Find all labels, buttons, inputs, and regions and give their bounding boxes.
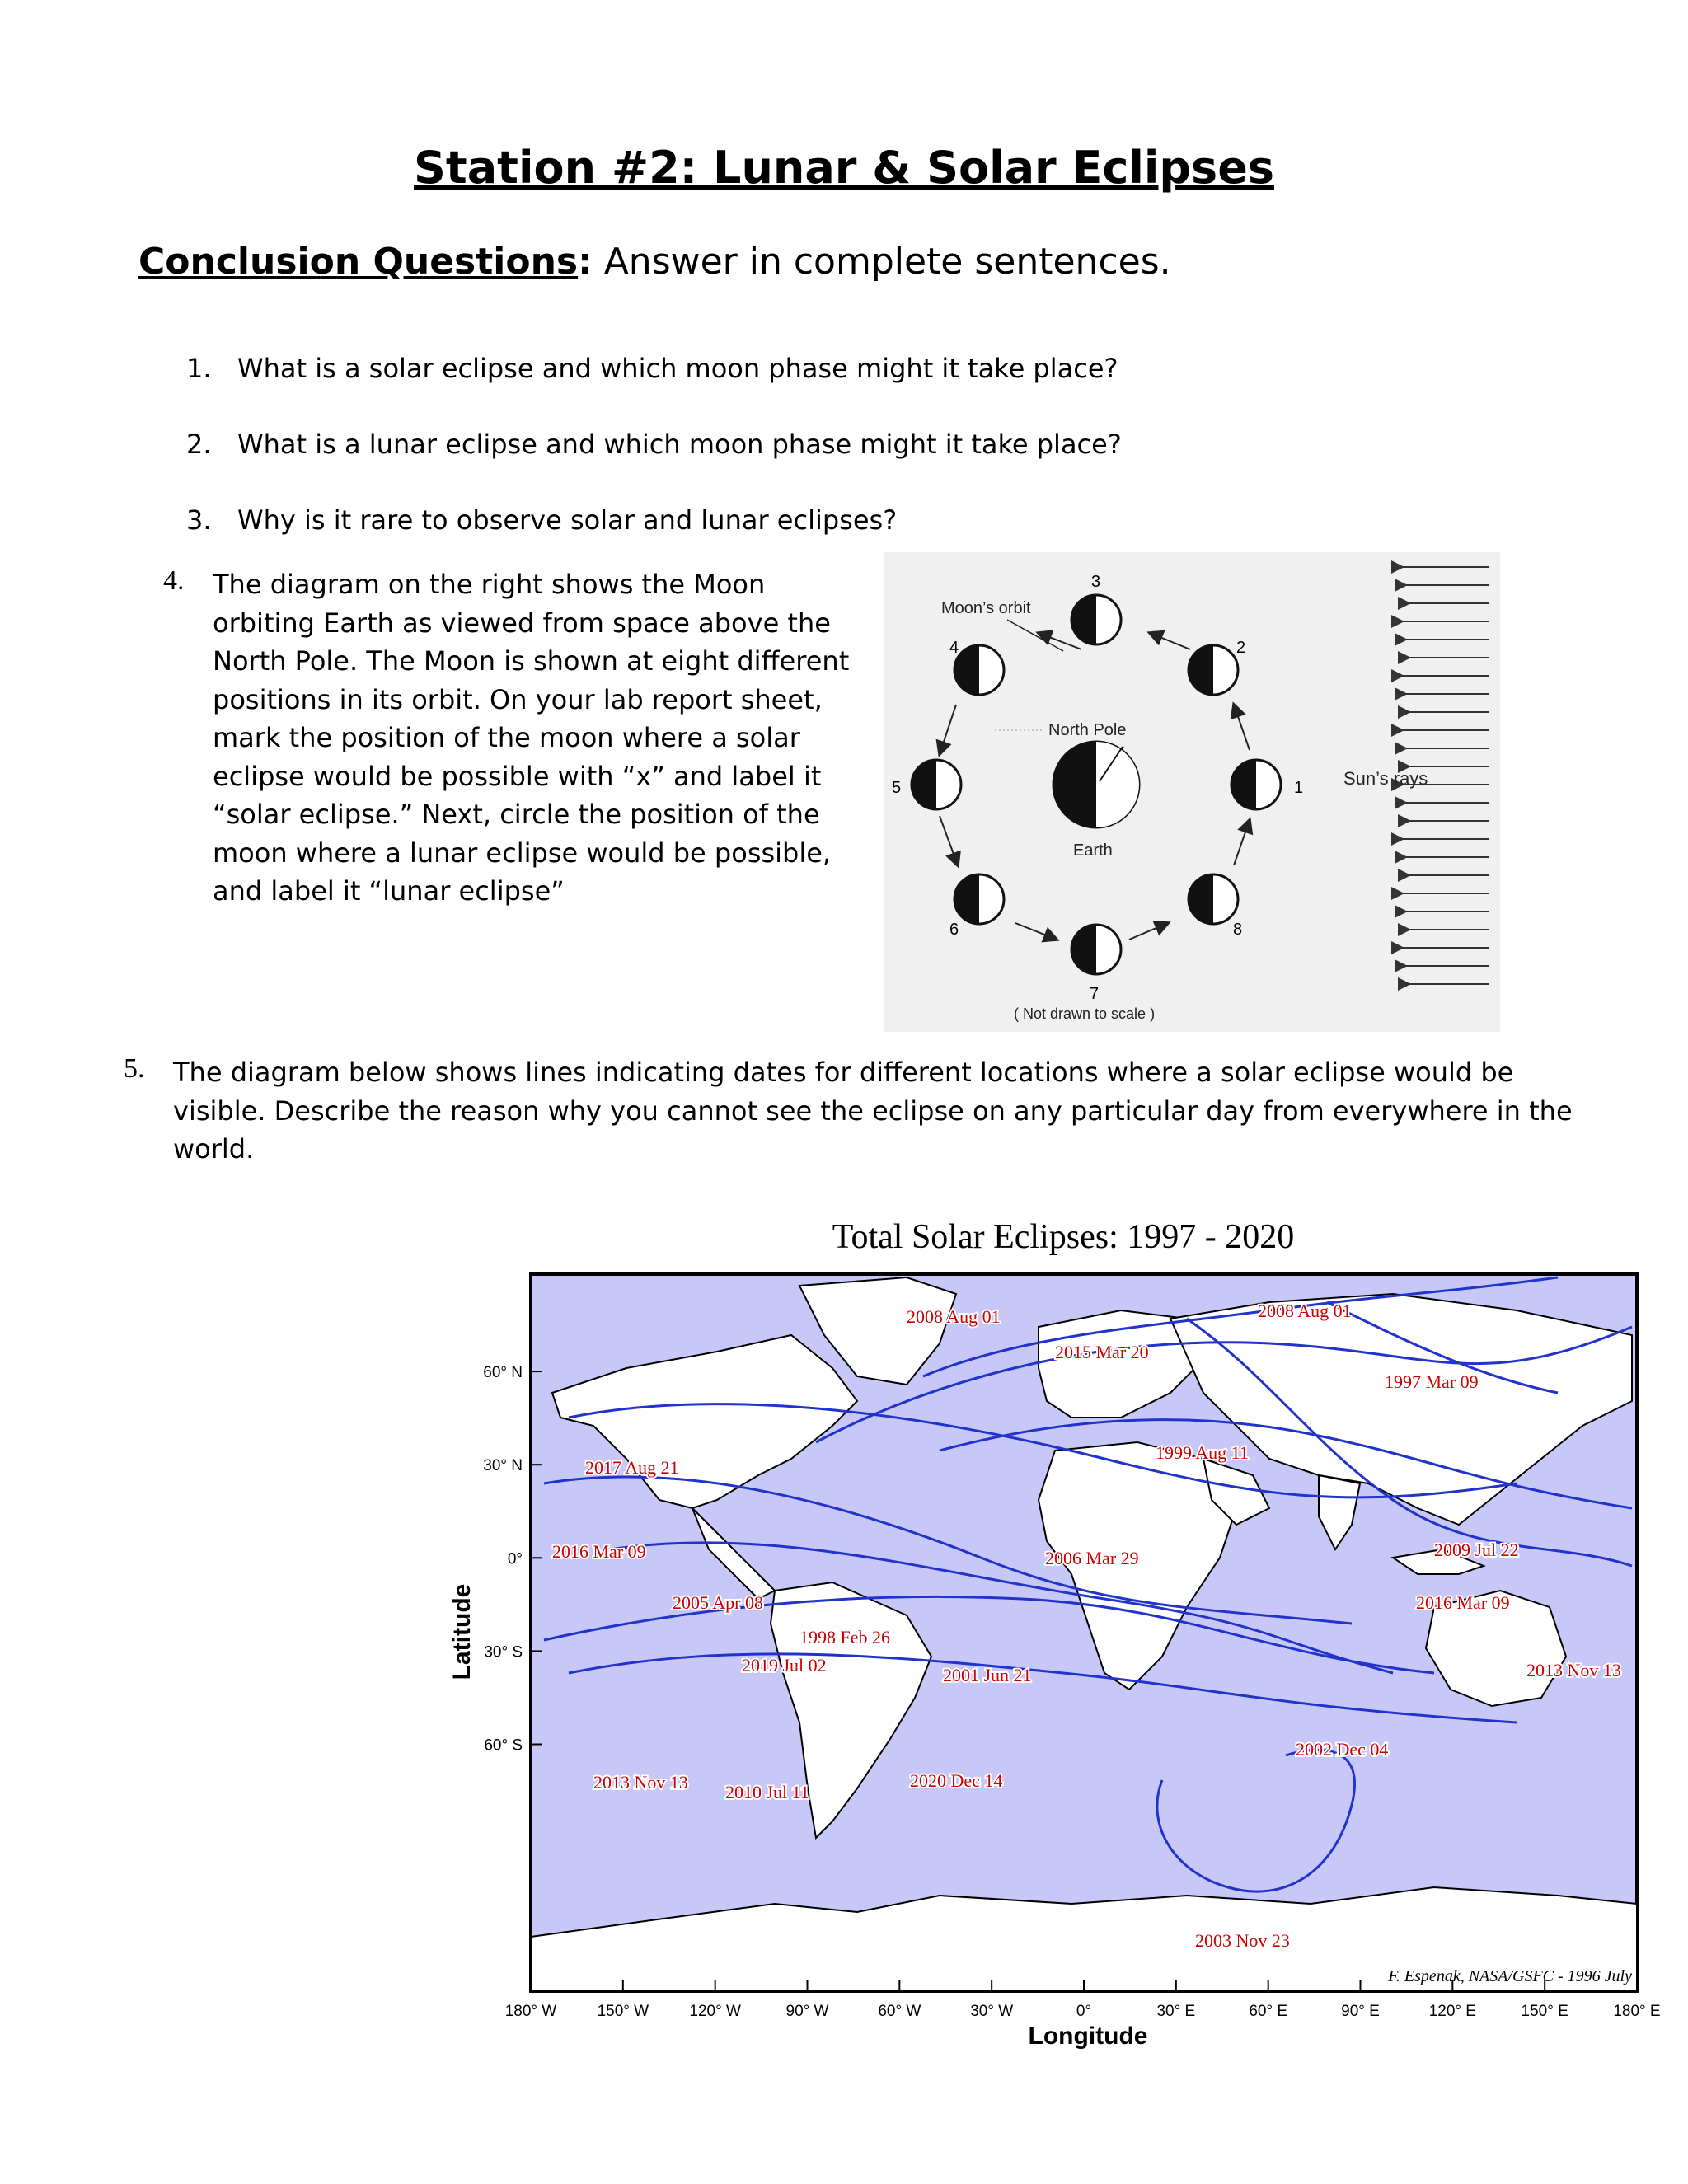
question-4-number: 4. [163, 565, 185, 596]
x-tick-label: 180° W [504, 2003, 557, 2020]
x-tick-label: 90° E [1341, 2003, 1380, 2020]
eclipse-path-label: 2013 Nov 13 [593, 1772, 688, 1793]
position-5-label: 5 [892, 779, 902, 797]
x-tick-label: 150° E [1521, 2003, 1568, 2020]
y-tick-label: 60° S [484, 1736, 523, 1755]
x-tick-label: 60° E [1249, 2003, 1288, 2020]
suns-rays-label: Sun’s rays [1343, 768, 1428, 789]
x-tick-label: 120° W [689, 2003, 741, 2020]
earth-label: Earth [1073, 841, 1113, 860]
page-title: Station #2: Lunar & Solar Eclipses [414, 142, 1274, 194]
position-6-label: 6 [950, 921, 959, 939]
map-credit: F. Espenak, NASA/GSFC - 1996 July [1388, 1967, 1632, 1985]
eclipse-path-label: 1999 Aug 11 [1156, 1442, 1249, 1463]
eclipse-path-label: 2013 Nov 13 [1526, 1660, 1621, 1680]
x-tick-label: 30° E [1156, 2003, 1196, 2020]
moon-icon-position-6 [954, 874, 1004, 924]
x-tick-label: 90° W [785, 2003, 829, 2020]
y-tick-label: 0° [507, 1550, 523, 1568]
conclusion-heading: Conclusion Questions [138, 241, 579, 283]
eclipse-path-label: 2006 Mar 29 [1045, 1548, 1139, 1568]
eclipse-path-label: 2005 Apr 08 [673, 1592, 763, 1613]
moon-icon-position-1 [1231, 760, 1281, 809]
north-pole-label: North Pole [1048, 721, 1127, 739]
eclipse-path-label: 2015 Mar 20 [1055, 1342, 1149, 1362]
moon-icon-position-3 [1071, 595, 1121, 644]
conclusion-instruction: Answer in complete sentences. [603, 241, 1171, 283]
y-tick-label: 60° N [483, 1364, 523, 1382]
x-tick-label: 60° W [878, 2003, 921, 2020]
eclipse-path-label: 2008 Aug 01 [1258, 1301, 1352, 1321]
eclipse-path-label: 2003 Nov 23 [1195, 1930, 1290, 1951]
question-2-number: 2. [186, 429, 212, 460]
eclipse-path-label: 2009 Jul 22 [1434, 1540, 1519, 1560]
y-tick-label: 30° S [484, 1643, 523, 1661]
x-axis-label: Longitude [1028, 2022, 1148, 2050]
position-1-label: 1 [1294, 779, 1304, 797]
moon-orbit-svg [884, 552, 1500, 1032]
eclipse-path-label: 2017 Aug 21 [585, 1457, 679, 1478]
x-tick-label: 180° E [1613, 2003, 1661, 2020]
question-3-text: Why is it rare to observe solar and lunar eclipses? [237, 504, 898, 536]
question-2 [186, 429, 1122, 460]
conclusion-heading-line [138, 241, 1171, 283]
eclipse-path-label: 2002 Dec 04 [1296, 1739, 1389, 1760]
moon-icon-position-4 [954, 645, 1004, 695]
position-2-label: 2 [1236, 639, 1246, 657]
map-title: Total Solar Eclipses: 1997 - 2020 [832, 1218, 1295, 1256]
eclipse-path-label: 1998 Feb 26 [799, 1627, 890, 1647]
moon-icon-position-2 [1189, 645, 1238, 695]
question-1-number: 1. [186, 353, 212, 384]
earth-icon [1053, 742, 1139, 827]
eclipse-path-label: 2020 Dec 14 [910, 1770, 1003, 1791]
question-3 [186, 504, 898, 536]
eclipse-path-label: 2008 Aug 01 [907, 1306, 1001, 1327]
eclipse-path-label: 2019 Jul 02 [742, 1655, 827, 1675]
moon-icon-position-7 [1071, 925, 1121, 974]
eclipse-path-label: 2016 Mar 09 [552, 1541, 646, 1562]
conclusion-colon: : [578, 241, 593, 283]
y-axis-label: Latitude [448, 1583, 476, 1680]
question-3-number: 3. [186, 504, 212, 536]
question-1 [186, 353, 1118, 384]
eclipse-path-label: 2016 Mar 09 [1416, 1592, 1510, 1613]
solar-eclipse-map [445, 1212, 1681, 2060]
question-1-text: What is a solar eclipse and which moon phase might it take place? [237, 353, 1118, 384]
moon-icon-position-5 [912, 760, 961, 809]
x-tick-label: 30° W [970, 2003, 1014, 2020]
moon-icon-position-8 [1189, 874, 1238, 924]
question-5-number: 5. [124, 1053, 145, 1084]
not-to-scale-label: ( Not drawn to scale ) [1014, 1005, 1156, 1022]
eclipse-path-label: 2010 Jul 11 [725, 1782, 809, 1802]
position-8-label: 8 [1233, 921, 1243, 939]
moons-orbit-label: Moon’s orbit [941, 599, 1031, 617]
y-tick-label: 30° N [483, 1457, 523, 1475]
question-5-text: The diagram below shows lines indicating dates for different locations where a solar eclipse would be visible. Describe the reason why you cannot see the eclipse on any particular day from everywhere in the world. [173, 1057, 1573, 1165]
moon-orbit-diagram [884, 552, 1500, 1032]
x-tick-label: 0° [1076, 2003, 1092, 2020]
question-2-text: What is a lunar eclipse and which moon phase might it take place? [237, 429, 1122, 460]
question-4-text: The diagram on the right shows the Moon orbiting Earth as viewed from space above the North Pole. The Moon is shown at eight different positions in its orbit. On your lab report sheet, mark the position of the moon where a solar eclipse would be possible with “x” and label it “solar eclipse.” Next, circle the position of the moon where a lunar eclipse would be possible, and label it “lunar eclipse” [213, 569, 850, 907]
solar-eclipse-map-svg [445, 1212, 1681, 2060]
position-3-label: 3 [1091, 573, 1101, 591]
x-tick-label: 150° W [597, 2003, 649, 2020]
position-7-label: 7 [1090, 985, 1100, 1003]
eclipse-path-label: 2001 Jun 21 [943, 1665, 1032, 1685]
x-tick-label: 120° E [1428, 2003, 1476, 2020]
eclipse-path-label: 1997 Mar 09 [1385, 1371, 1479, 1392]
position-4-label: 4 [950, 639, 959, 657]
